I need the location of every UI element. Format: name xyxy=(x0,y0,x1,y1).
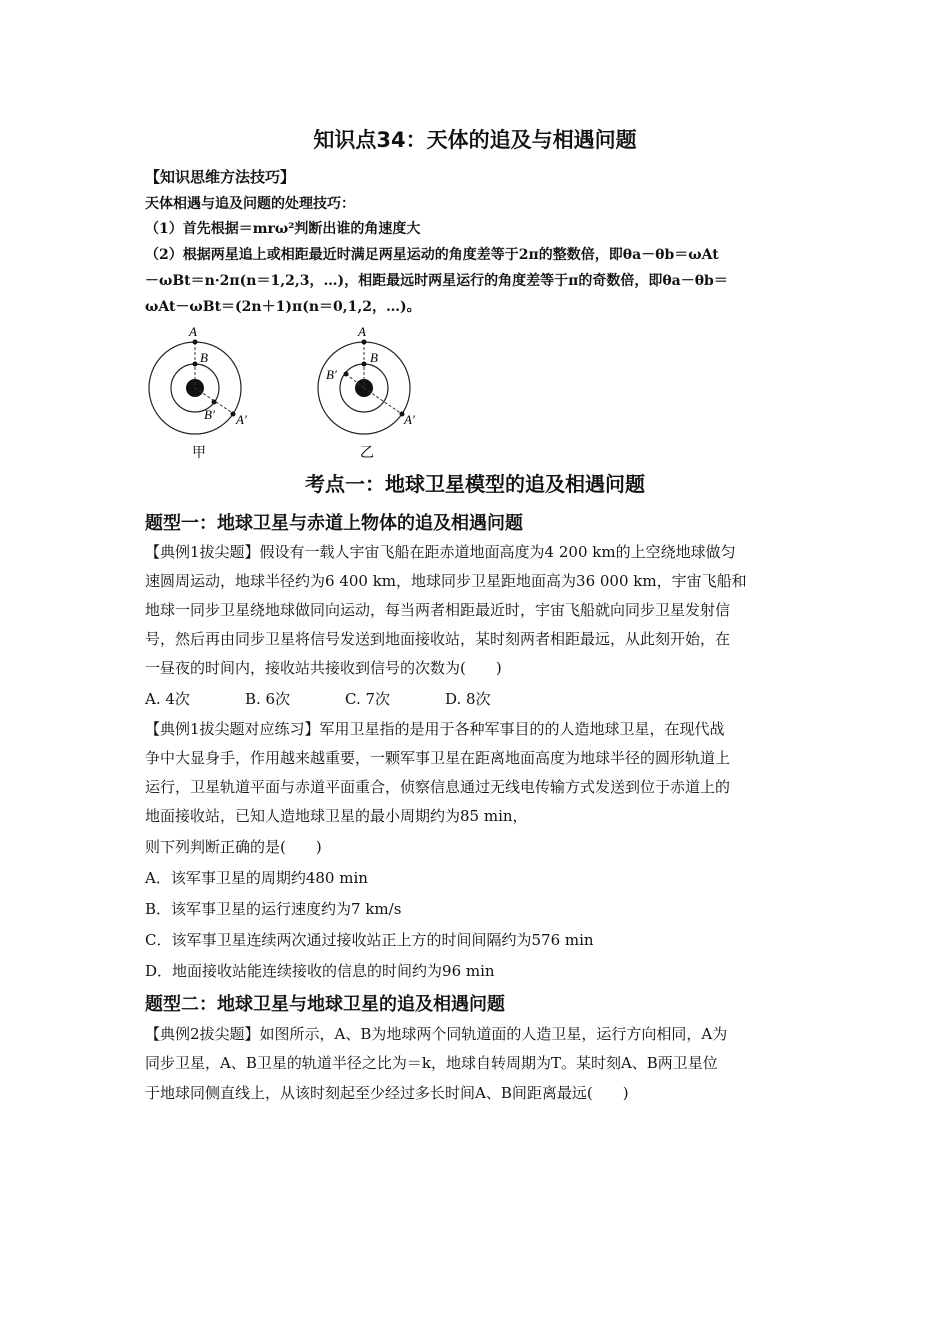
example-1-option-c: C. 7次 xyxy=(345,690,391,708)
orbit-figure-left xyxy=(149,324,247,461)
figure-caption-left: 甲 xyxy=(192,446,206,461)
satellite-Bprime-left xyxy=(212,400,217,405)
example-1-option-b: B. 6次 xyxy=(245,690,291,708)
svg-text:B′: B′ xyxy=(204,407,215,422)
method-intro: 天体相遇与追及问题的处理技巧： xyxy=(145,196,355,212)
svg-text:B: B xyxy=(200,350,208,365)
practice-line-4: 地面接收站，已知人造地球卫星的最小周期约为85 min， xyxy=(145,807,528,825)
satellite-Bprime-right xyxy=(344,372,349,377)
satellite-A-right xyxy=(362,340,367,345)
example-1-line-5: 一昼夜的时间内，接收站共接收到信号的次数为( ) xyxy=(145,659,502,677)
satellite-A-left xyxy=(193,340,198,345)
method-step-2-line-1: （2）根据两星追上或相距最近时满足两星运动的角度差等于2π的整数倍，即θa－θb＝ωAt xyxy=(145,247,719,263)
example-1-option-d: D. 8次 xyxy=(445,690,491,708)
svg-text:A′: A′ xyxy=(236,412,247,427)
satellite-B-left xyxy=(193,362,198,367)
example-2-line-1: 【典例2拔尖题】如图所示，A、B为地球两个同轨道面的人造卫星，运行方向相同，A为 xyxy=(145,1025,728,1043)
example-2-line-2: 同步卫星，A、B卫星的轨道半径之比为＝k，地球自转周期为T。某时刻A、B两卫星位 xyxy=(145,1054,718,1072)
practice-option-d: D．地面接收站能连续接收的信息的时间约为96 min xyxy=(145,962,495,980)
example-1-line-2: 速圆周运动，地球半径约为6 400 km，地球同步卫星距地面高为36 000 km，宇宙飞船和 xyxy=(145,572,747,590)
page-title: 知识点34：天体的追及与相遇问题 xyxy=(313,128,637,152)
practice-option-a: A．该军事卫星的周期约480 min xyxy=(145,869,368,887)
type-1-title: 题型一：地球卫星与赤道上物体的追及相遇问题 xyxy=(145,513,523,534)
method-step-2-line-3: ωAt－ωBt＝(2n＋1)π(n＝0,1,2，…)。 xyxy=(145,299,421,315)
example-1-line-1: 【典例1拔尖题】假设有一载人宇宙飞船在距赤道地面高度为4 200 km的上空绕地球做匀 xyxy=(145,543,736,561)
section-1-title: 考点一：地球卫星模型的追及相遇问题 xyxy=(305,472,645,496)
satellite-B-right xyxy=(362,362,367,367)
figure-caption-right: 乙 xyxy=(360,446,374,461)
svg-text:B: B xyxy=(370,350,378,365)
orbit-diagram xyxy=(140,318,440,468)
type-2-title: 题型二：地球卫星与地球卫星的追及相遇问题 xyxy=(145,994,505,1015)
practice-option-c: C．该军事卫星连续两次通过接收站正上方的时间间隔约为576 min xyxy=(145,931,594,949)
example-2-line-3: 于地球同侧直线上，从该时刻起至少经过多长时间A、B间距离最远( ) xyxy=(145,1084,629,1102)
example-1-line-4: 号，然后再由同步卫星将信号发送到地面接收站，某时刻两者相距最远，从此刻开始，在 xyxy=(145,630,731,648)
method-step-1: （1）首先根据＝mrω²判断出谁的角速度大 xyxy=(145,221,421,237)
svg-text:A′: A′ xyxy=(404,412,415,427)
svg-text:A: A xyxy=(358,324,366,339)
svg-text:B′: B′ xyxy=(326,367,337,382)
svg-text:A: A xyxy=(189,324,197,339)
example-1-option-a: A. 4次 xyxy=(145,690,190,708)
method-step-2-line-2: －ωBt＝n·2π(n＝1,2,3，…)，相距最远时两星运行的角度差等于π的奇数倍，即θa－θb＝ xyxy=(145,273,728,289)
satellite-Aprime-left xyxy=(231,412,236,417)
practice-line-5: 则下列判断正确的是( ) xyxy=(145,838,322,856)
practice-line-3: 运行，卫星轨道平面与赤道平面重合，侦察信息通过无线电传输方式发送到位于赤道上的 xyxy=(145,778,731,796)
orbit-figure-right xyxy=(318,324,415,461)
example-1-line-3: 地球一同步卫星绕地球做同向运动，每当两者相距最近时，宇宙飞船就向同步卫星发射信 xyxy=(145,601,731,619)
practice-option-b: B．该军事卫星的运行速度约为7 km/s xyxy=(145,900,402,918)
practice-line-1: 【典例1拔尖题对应练习】军用卫星指的是用于各种军事目的的人造地球卫星，在现代战 xyxy=(145,720,725,738)
practice-line-2: 争中大显身手，作用越来越重要，一颗军事卫星在距离地面高度为地球半径的圆形轨道上 xyxy=(145,749,731,767)
method-header: 【知识思维方法技巧】 xyxy=(145,168,296,186)
